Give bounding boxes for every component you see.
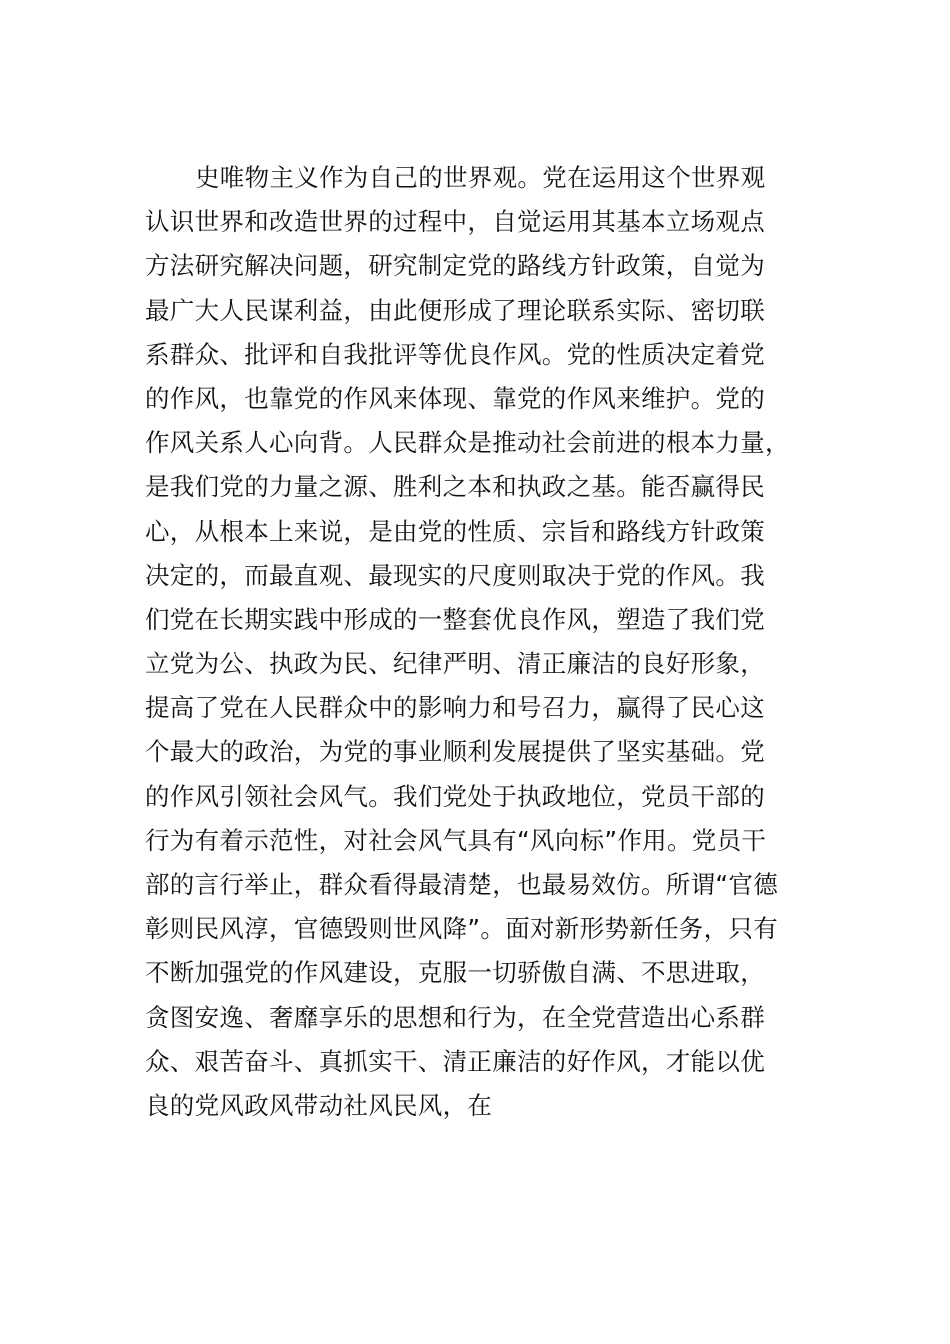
paragraph-line: 提高了党在人民群众中的影响力和号召力，赢得了民心这 (145, 693, 765, 723)
paragraph-line: 彰则民风淳，官德毁则世风降”。面对新形势新任务，只有 (145, 914, 778, 944)
paragraph-line: 立党为公、执政为民、纪律严明、清正廉洁的良好形象， (145, 649, 765, 679)
paragraph-line: 心，从根本上来说，是由党的性质、宗旨和路线方针政策 (145, 516, 765, 546)
paragraph-line: 众、艰苦奋斗、真抓实干、清正廉洁的好作风，才能以优 (145, 1046, 765, 1076)
paragraph-line: 们党在长期实践中形成的一整套优良作风，塑造了我们党 (145, 604, 765, 634)
paragraph-line: 个最大的政治，为党的事业顺利发展提供了坚实基础。党 (145, 737, 765, 767)
paragraph-line: 系群众、批评和自我批评等优良作风。党的性质决定着党 (145, 339, 765, 369)
paragraph-line: 最广大人民谋利益，由此便形成了理论联系实际、密切联 (145, 295, 765, 325)
paragraph-line: 部的言行举止，群众看得最清楚，也最易效仿。所谓“官德 (145, 870, 778, 899)
paragraph-line: 不断加强党的作风建设，克服一切骄傲自满、不思进取， (145, 958, 765, 988)
paragraph-line: 作风关系人心向背。人民群众是推动社会前进的根本力量， (145, 428, 790, 458)
paragraph-line: 的作风，也靠党的作风来体现、靠党的作风来维护。党的 (145, 383, 765, 413)
paragraph-line: 认识世界和改造世界的过程中，自觉运用其基本立场观点 (145, 207, 765, 237)
paragraph-line: 良的党风政风带动社风民风，在 (145, 1090, 493, 1120)
paragraph-line: 贪图安逸、奢靡享乐的思想和行为，在全党营造出心系群 (145, 1002, 765, 1032)
paragraph-line: 是我们党的力量之源、胜利之本和执政之基。能否赢得民 (145, 472, 765, 502)
paragraph-line: 方法研究解决问题，研究制定党的路线方针政策，自觉为 (145, 251, 765, 281)
paragraph-line: 史唯物主义作为自己的世界观。党在运用这个世界观 (195, 163, 766, 192)
paragraph-line: 决定的，而最直观、最现实的尺度则取决于党的作风。我 (145, 560, 765, 590)
paragraph-line: 行为有着示范性，对社会风气具有“风向标”作用。党员干 (145, 825, 767, 855)
body-paragraph (145, 156, 825, 1128)
paragraph-line: 的作风引领社会风气。我们党处于执政地位，党员干部的 (145, 781, 765, 811)
